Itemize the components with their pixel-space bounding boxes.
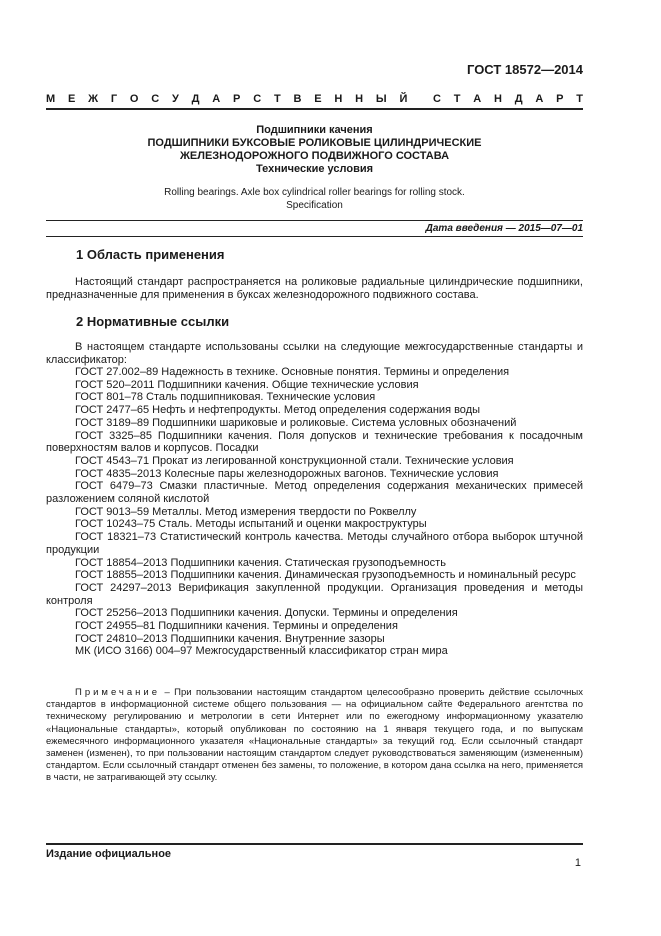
english-title-line: Rolling bearings. Axle box cylindrical roller bearings for rolling stock. [164, 187, 465, 198]
banner-letter: Н [493, 93, 502, 105]
banner-letter: Ы [375, 93, 387, 105]
footer-rule [46, 843, 583, 845]
reference-item: ГОСТ 9013–59 Металлы. Метод измерения твердости по Роквеллу [75, 505, 417, 518]
reference-item: ГОСТ 18321–73 Статистический контроль качества. Методы случайного отбора выборок штучной продукции [46, 531, 583, 556]
reference-item: ГОСТ 520–2011 Подшипники качения. Общие технические условия [75, 378, 419, 391]
references-list [46, 366, 583, 658]
title-line: Подшипники качения [256, 124, 373, 136]
reference-item: ГОСТ 18854–2013 Подшипники качения. Статическая грузоподъемность [75, 556, 446, 569]
banner-letter: Д [191, 93, 200, 105]
banner-letter: Г [110, 93, 118, 105]
banner-letter: В [293, 93, 302, 105]
reference-item: ГОСТ 4543–71 Прокат из легированной конструкционной стали. Технические условия [75, 454, 514, 467]
reference-item: ГОСТ 10243–75 Сталь. Методы испытаний и оценки макроструктуры [75, 518, 427, 531]
banner-letter: А [473, 93, 482, 105]
title-line: ЖЕЛЕЗНОДОРОЖНОГО ПОДВИЖНОГО СОСТАВА [179, 150, 450, 162]
title-line: Технические условия [255, 163, 374, 175]
note-label: Примечание [75, 687, 160, 698]
reference-item: ГОСТ 2477–65 Нефть и нефтепродукты. Метод определения содержания воды [75, 404, 481, 417]
date-rule-bottom [46, 236, 583, 237]
gost-number: ГОСТ 18572—2014 [467, 62, 583, 77]
document-title [46, 124, 583, 176]
english-title [46, 186, 583, 212]
banner-letter: Е [67, 93, 76, 105]
banner-letter: Е [314, 93, 322, 105]
reference-item: ГОСТ 3189–89 Подшипники шариковые и роликовые. Система условных обозначений [75, 416, 517, 429]
banner-letter: Н [334, 93, 343, 105]
reference-item: ГОСТ 27.002–89 Надежность в технике. Основные понятия. Термины и определения [75, 366, 510, 378]
banner-letter: У [172, 93, 179, 105]
page-number: 1 [574, 857, 581, 869]
banner-rule [46, 108, 583, 110]
title-line: ПОДШИПНИКИ БУКСОВЫЕ РОЛИКОВЫЕ ЦИЛИНДРИЧЕСКИЕ [147, 137, 482, 149]
note-text: – При пользовании настоящим стандартом целесообразно проверить действие ссылочных стандартов в информационной системе общего пользования — на официальном сайте Федерального агентства по техническому регулированию и метрологии в сети Интернет или по ежегодному информационному указателю «Национальные стандарты», который опубликован по состоянию на 1 января текущего года, и по выпускам ежемесячного информационного указателя «Национальные стандарты» за текущий год. Если ссылочный стандарт заменен (изменен), то при пользовании настоящим стандартом следует руководствоваться заменяющим (измененным) стандартом. Если ссылочный стандарт отменен без замены, то положение, в котором дана ссылка на него, применяется в части, не затрагивающей эту ссылку. [46, 687, 583, 784]
banner-letter: Д [514, 93, 523, 105]
banner-letter: О [129, 93, 139, 105]
reference-item: ГОСТ 3325–85 Подшипники качения. Поля допусков и технические требования к посадочным поверхностям валов и корпусов. Посадки [46, 429, 583, 455]
banner-letter: Т [453, 93, 461, 105]
reference-item: МК (ИСО 3166) 004–97 Межгосударственный классификатор стран мира [75, 645, 448, 658]
banner-letter: Р [233, 93, 241, 105]
reference-item: ГОСТ 24810–2013 Подшипники качения. Внутренние зазоры [75, 632, 385, 645]
reference-item: ГОСТ 801–78 Сталь подшипниковая. Технические условия [75, 391, 376, 404]
section-1-text: Настоящий стандарт распространяется на роликовые радиальные цилиндрические подшипники, предназначенные для применения в буксах железнодорожного подвижного состава. [46, 276, 583, 301]
banner-letter: С [253, 93, 262, 105]
banner-letter: Й [399, 93, 408, 105]
section-1-heading: 1 Область применения [76, 247, 225, 262]
reference-item: ГОСТ 6479–73 Смазки пластичные. Метод определения содержания механических примесей разложением соляной кислотой [46, 480, 583, 506]
reference-item: ГОСТ 25256–2013 Подшипники качения. Допуски. Термины и определения [75, 607, 458, 620]
date-rule [46, 220, 583, 221]
banner-letter: С [432, 93, 441, 105]
reference-item: ГОСТ 4835–2013 Колесные пары железнодорожных вагонов. Технические условия [75, 467, 499, 480]
banner-letter: Т [576, 93, 583, 105]
banner-letter: А [212, 93, 221, 105]
banner-letter: М [46, 93, 56, 105]
official-edition-label: Издание официальное [46, 848, 172, 860]
english-title-line: Specification [286, 200, 343, 211]
banner-letter: С [151, 93, 160, 105]
banner-letter: Р [556, 93, 564, 105]
note-block [46, 687, 583, 785]
interstate-standard-banner [46, 93, 583, 105]
section-2-heading: 2 Нормативные ссылки [76, 314, 230, 329]
section-2-intro: В настоящем стандарте использованы ссылки на следующие межгосударственные стандарты и классификатор: [46, 341, 583, 366]
banner-letter: А [535, 93, 544, 105]
banner-letter: Н [355, 93, 364, 105]
banner-letter: Т [273, 93, 281, 105]
reference-item: ГОСТ 24297–2013 Верификация закупленной продукции. Организация проведения и методы контроля [46, 581, 583, 607]
reference-item: ГОСТ 24955–81 Подшипники качения. Термины и определения [75, 620, 398, 633]
reference-item: ГОСТ 18855–2013 Подшипники качения. Динамическая грузоподъемность и номинальный ресурс [75, 569, 576, 582]
banner-letter: Ж [88, 93, 99, 105]
introduction-date: Дата введения — 2015—07—01 [425, 223, 583, 234]
